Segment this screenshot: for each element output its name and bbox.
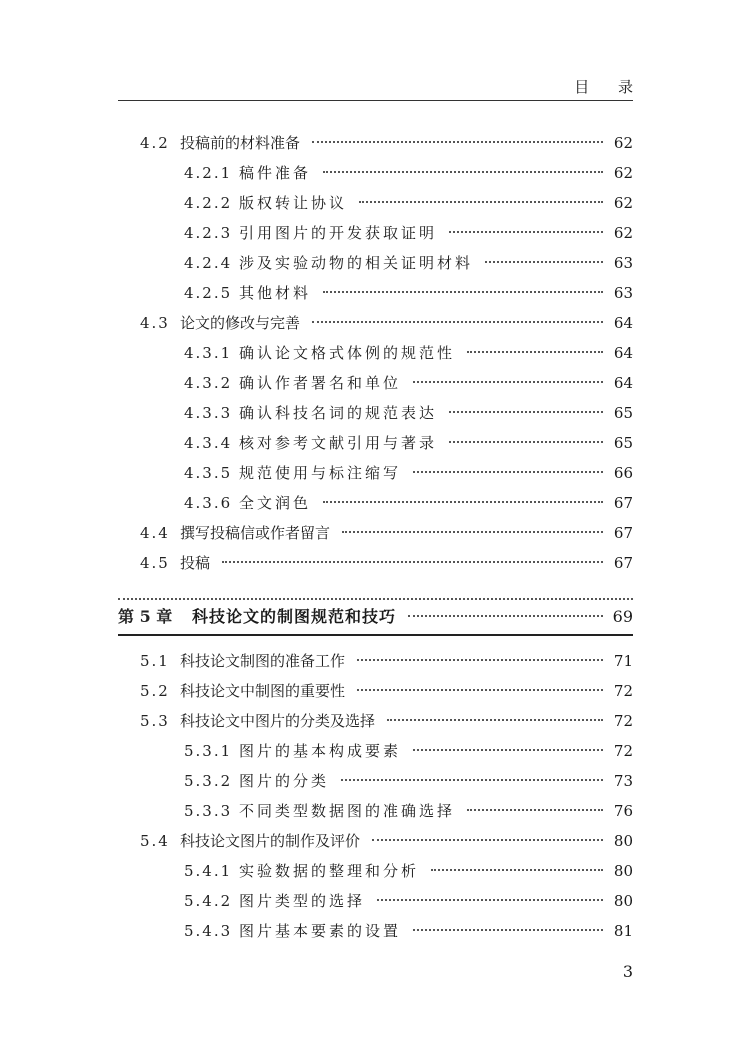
entry-page: 66 xyxy=(613,464,633,482)
entry-page: 64 xyxy=(613,344,633,362)
entry-number: 4.3.1 xyxy=(184,344,233,362)
dot-leader xyxy=(357,659,603,661)
entry-number: 4.3.2 xyxy=(184,374,233,392)
entry-number: 5.3 xyxy=(140,712,170,730)
entry-title: 撰写投稿信或作者留言 xyxy=(180,524,331,542)
entry-title: 全文润色 xyxy=(239,494,312,512)
entry-title: 确认科技名词的规范表达 xyxy=(239,404,438,422)
dot-leader xyxy=(431,869,603,871)
dot-leader xyxy=(357,689,603,691)
entry-title: 论文的修改与完善 xyxy=(180,314,301,332)
dot-leader xyxy=(449,411,603,413)
entry-page: 81 xyxy=(613,922,633,940)
entry-title: 核对参考文献引用与著录 xyxy=(239,434,438,452)
entry-page: 80 xyxy=(613,892,633,910)
entry-page: 71 xyxy=(613,652,633,670)
entry-title: 涉及实验动物的相关证明材料 xyxy=(239,254,474,272)
entry-number: 5.4 xyxy=(140,832,170,850)
entry-title: 确认作者署名和单位 xyxy=(239,374,402,392)
toc-subsection-entry[interactable] xyxy=(118,796,633,826)
toc-subsection-entry[interactable] xyxy=(118,458,633,488)
dot-leader xyxy=(312,141,603,143)
dot-leader xyxy=(387,719,603,721)
toc-subsection-entry[interactable] xyxy=(118,218,633,248)
entry-number: 4.3.5 xyxy=(184,464,233,482)
entry-title: 不同类型数据图的准确选择 xyxy=(239,802,456,820)
toc-subsection-entry[interactable] xyxy=(118,158,633,188)
entry-page: 73 xyxy=(613,772,633,790)
toc-subsection-entry[interactable] xyxy=(118,278,633,308)
entry-number: 5.4.3 xyxy=(184,922,233,940)
toc-subsection-entry[interactable] xyxy=(118,428,633,458)
entry-page: 65 xyxy=(613,434,633,452)
entry-page: 62 xyxy=(613,164,633,182)
entry-title: 科技论文中制图的重要性 xyxy=(180,682,346,700)
entry-title: 图片基本要素的设置 xyxy=(239,922,402,940)
entry-number: 4.2.5 xyxy=(184,284,233,302)
dot-leader xyxy=(449,441,603,443)
entry-number: 5.4.2 xyxy=(184,892,233,910)
entry-number: 5.4.1 xyxy=(184,862,233,880)
entry-number: 4.4 xyxy=(140,524,170,542)
entry-number: 4.2.4 xyxy=(184,254,233,272)
dot-leader xyxy=(413,749,603,751)
dot-leader xyxy=(323,171,603,173)
dot-leader xyxy=(449,231,603,233)
toc-subsection-entry[interactable] xyxy=(118,766,633,796)
entry-title: 其他材料 xyxy=(239,284,312,302)
running-header xyxy=(118,74,645,101)
entry-number: 4.3.6 xyxy=(184,494,233,512)
entry-number: 4.2.1 xyxy=(184,164,233,182)
entry-page: 65 xyxy=(613,404,633,422)
entry-number: 4.3.3 xyxy=(184,404,233,422)
entry-page: 80 xyxy=(613,832,633,850)
dot-leader xyxy=(323,291,603,293)
entry-title: 图片类型的选择 xyxy=(239,892,366,910)
toc-list-chapter-5 xyxy=(118,646,633,946)
entry-number: 5.3.2 xyxy=(184,772,233,790)
toc-list-chapter-4 xyxy=(118,128,633,578)
entry-number: 4.2.3 xyxy=(184,224,233,242)
entry-page: 64 xyxy=(613,374,633,392)
entry-number: 5.1 xyxy=(140,652,170,670)
toc-section-entry[interactable] xyxy=(118,548,633,578)
entry-page: 63 xyxy=(613,254,633,272)
entry-page: 63 xyxy=(613,284,633,302)
toc-section-entry[interactable] xyxy=(118,706,633,736)
chapter-page: 69 xyxy=(612,607,633,626)
toc-subsection-entry[interactable] xyxy=(118,736,633,766)
entry-title: 图片的基本构成要素 xyxy=(239,742,402,760)
entry-title: 科技论文中图片的分类及选择 xyxy=(180,712,376,730)
toc-section-entry[interactable] xyxy=(118,646,633,676)
entry-title: 投稿前的材料准备 xyxy=(180,134,301,152)
header-title: 目 录 xyxy=(574,78,645,96)
dot-leader xyxy=(222,561,603,563)
dot-leader xyxy=(485,261,603,263)
toc-section-entry[interactable] xyxy=(118,676,633,706)
toc-subsection-entry[interactable] xyxy=(118,488,633,518)
entry-title: 实验数据的整理和分析 xyxy=(239,862,420,880)
entry-number: 4.2 xyxy=(140,134,170,152)
entry-page: 76 xyxy=(613,802,633,820)
toc-section-entry[interactable] xyxy=(118,128,633,158)
dot-leader xyxy=(467,351,603,353)
toc-subsection-entry[interactable] xyxy=(118,368,633,398)
toc-section-entry[interactable] xyxy=(118,826,633,856)
entry-title: 科技论文制图的准备工作 xyxy=(180,652,346,670)
entry-title: 版权转让协议 xyxy=(239,194,348,212)
entry-page: 80 xyxy=(613,862,633,880)
entry-page: 72 xyxy=(613,682,633,700)
entry-number: 5.2 xyxy=(140,682,170,700)
page-number: 3 xyxy=(622,962,633,981)
toc-subsection-entry[interactable] xyxy=(118,856,633,886)
entry-page: 67 xyxy=(613,524,633,542)
entry-page: 72 xyxy=(613,742,633,760)
toc-section-entry[interactable] xyxy=(118,308,633,338)
toc-subsection-entry[interactable] xyxy=(118,398,633,428)
entry-page: 67 xyxy=(613,494,633,512)
dot-leader xyxy=(377,899,603,901)
dot-leader xyxy=(413,381,603,383)
entry-title: 投稿 xyxy=(180,554,211,572)
entry-title: 引用图片的开发获取证明 xyxy=(239,224,438,242)
dot-leader xyxy=(342,531,603,533)
entry-page: 62 xyxy=(613,224,633,242)
entry-number: 5.3.3 xyxy=(184,802,233,820)
entry-page: 67 xyxy=(613,554,633,572)
entry-number: 5.3.1 xyxy=(184,742,233,760)
entry-page: 62 xyxy=(613,194,633,212)
entry-number: 4.2.2 xyxy=(184,194,233,212)
toc-subsection-entry[interactable] xyxy=(118,248,633,278)
chapter-heading[interactable] xyxy=(118,600,633,636)
chapter-number: 第 5 章 xyxy=(118,607,173,626)
entry-title: 图片的分类 xyxy=(239,772,330,790)
dot-leader xyxy=(467,809,603,811)
dot-leader xyxy=(359,201,603,203)
dot-leader xyxy=(372,839,603,841)
dot-leader xyxy=(323,501,603,503)
entry-number: 4.3.4 xyxy=(184,434,233,452)
table-of-contents xyxy=(118,128,633,946)
entry-title: 科技论文图片的制作及评价 xyxy=(180,832,361,850)
toc-subsection-entry[interactable] xyxy=(118,338,633,368)
entry-page: 72 xyxy=(613,712,633,730)
dot-leader xyxy=(341,779,603,781)
entry-title: 规范使用与标注缩写 xyxy=(239,464,402,482)
toc-subsection-entry[interactable] xyxy=(118,188,633,218)
dot-leader xyxy=(413,471,603,473)
entry-page: 64 xyxy=(613,314,633,332)
entry-title: 稿件准备 xyxy=(239,164,312,182)
toc-subsection-entry[interactable] xyxy=(118,916,633,946)
dot-leader xyxy=(312,321,603,323)
toc-subsection-entry[interactable] xyxy=(118,886,633,916)
entry-number: 4.5 xyxy=(140,554,170,572)
entry-number: 4.3 xyxy=(140,314,170,332)
chapter-title: 科技论文的制图规范和技巧 xyxy=(192,607,397,626)
dot-leader xyxy=(413,929,603,931)
dot-leader xyxy=(408,615,603,617)
entry-title: 确认论文格式体例的规范性 xyxy=(239,344,456,362)
toc-section-entry[interactable] xyxy=(118,518,633,548)
entry-page: 62 xyxy=(613,134,633,152)
